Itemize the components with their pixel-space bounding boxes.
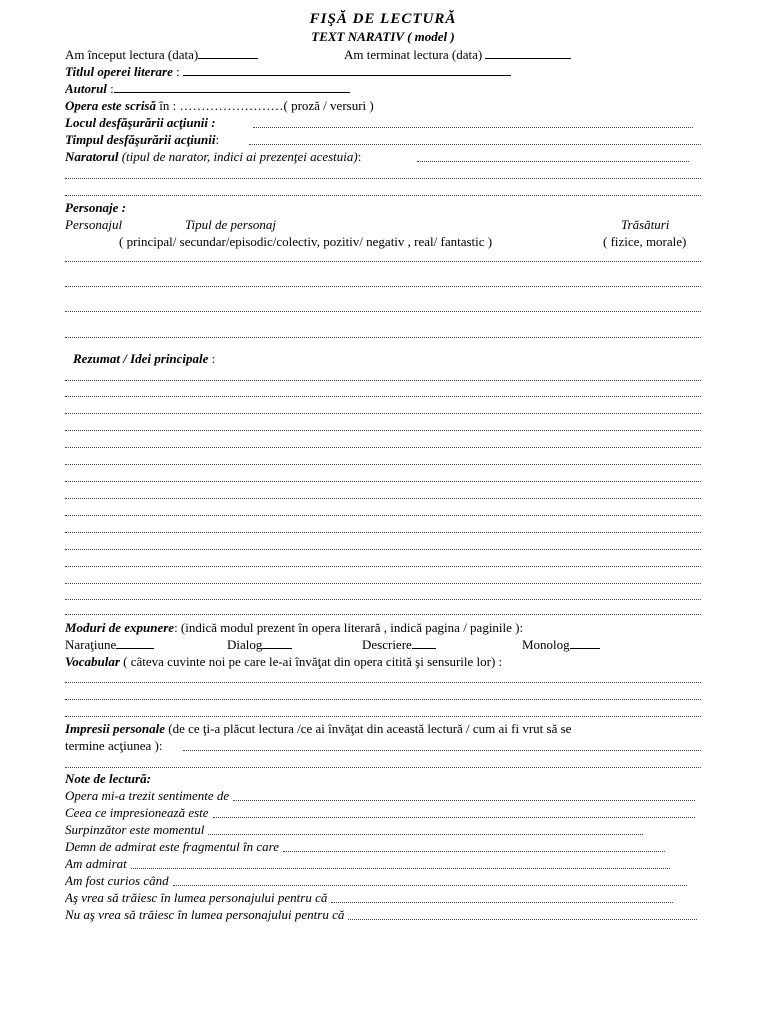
narrator-field[interactable] — [417, 160, 689, 162]
summary-line[interactable] — [65, 514, 701, 516]
col-type: Tipul de personaj — [185, 217, 277, 232]
note-field[interactable] — [173, 884, 687, 886]
note-field[interactable] — [283, 850, 665, 852]
summary-line[interactable] — [65, 548, 701, 550]
note-label: Am admirat — [65, 856, 127, 871]
end-date-field[interactable] — [485, 46, 571, 59]
page-subtitle: TEXT NARATIV ( model ) — [311, 29, 455, 44]
impressions-row2 — [65, 737, 701, 754]
traits-options: ( fizice, morale) — [603, 234, 687, 249]
type-options: ( principal/ secundar/episodic/colectiv, pozitiv/ negativ , real/ fantastic ) — [119, 234, 493, 249]
work-title-label: Titlul operei literare — [65, 64, 173, 79]
summary-line[interactable] — [65, 395, 701, 397]
note-field[interactable] — [213, 816, 695, 818]
note-item — [65, 787, 701, 804]
characters-columns — [65, 216, 701, 233]
vocabulary-line[interactable] — [65, 715, 701, 717]
note-item — [65, 872, 701, 889]
end-date-label: Am terminat lectura (data) — [343, 47, 483, 62]
impressions-field[interactable] — [183, 749, 701, 751]
summary-line[interactable] — [65, 446, 701, 448]
author-field[interactable] — [114, 80, 350, 93]
modes-heading: Moduri de expunere — [65, 620, 175, 635]
modes-hint: : (indică modul prezent în opera literară , indică pagina / paginile ): — [174, 620, 524, 635]
narrator-row: Naratorul (tipul de narator, indici ai prezenţei acestuia): — [65, 148, 701, 165]
written-row — [65, 97, 701, 114]
time-field[interactable] — [249, 143, 701, 145]
note-label: Aş vrea să trăiesc în lumea personajului pentru că — [65, 890, 328, 905]
start-date-label: Am început lectura (data) — [65, 47, 199, 62]
notes-heading: Note de lectură: — [65, 771, 151, 786]
note-label: Am fost curios când — [65, 873, 169, 888]
summary-row: Rezumat / Idei principale : — [73, 351, 216, 366]
characters-line[interactable] — [65, 310, 701, 312]
page-title: FIŞĂ DE LECTURĂ — [309, 11, 457, 27]
vocabulary-heading: Vocabular — [65, 654, 120, 669]
summary-line[interactable] — [65, 412, 701, 414]
note-item — [65, 889, 701, 906]
impressions-hint2: termine acţiunea ): — [65, 738, 163, 753]
summary-line[interactable] — [65, 429, 701, 431]
summary-line[interactable] — [65, 463, 701, 465]
written-label: Opera este scrisă — [65, 98, 156, 113]
mode-description: Descriere — [362, 636, 436, 653]
mode-dialog: Dialog — [227, 636, 292, 653]
mode-monologue: Monolog — [522, 636, 600, 653]
note-label: Surpinzător este momentul — [65, 822, 205, 837]
characters-heading: Personaje : — [65, 200, 127, 215]
place-label: Locul desfăşurării acţiunii : — [65, 115, 216, 130]
place-field[interactable] — [253, 126, 693, 128]
work-title-row: Titlul operei literare : — [65, 63, 701, 80]
note-field[interactable] — [348, 918, 697, 920]
note-label: Ceea ce impresionează este — [65, 805, 209, 820]
mode-narration: Naraţiune — [65, 636, 154, 653]
col-character: Personajul — [65, 217, 123, 232]
summary-line[interactable] — [65, 598, 701, 600]
impressions-line[interactable] — [65, 766, 701, 768]
written-options: ( proză / versuri ) — [283, 98, 374, 113]
note-item — [65, 838, 701, 855]
impressions-hint: (de ce ţi-a plăcut lectura /ce ai învăţat din această lectură / cum ai fi vrut să se — [165, 721, 572, 736]
dates-row — [65, 46, 701, 63]
modes-items — [65, 636, 701, 653]
vocabulary-row — [65, 653, 701, 670]
col-traits: Trăsături — [621, 217, 670, 232]
summary-line[interactable] — [65, 497, 701, 499]
written-dots[interactable]: …………………… — [179, 98, 284, 113]
narrator-hint: (tipul de narator, indici ai prezenţei acestuia) — [118, 149, 358, 164]
note-item — [65, 821, 701, 838]
note-label: Demn de admirat este fragmentul în care — [65, 839, 279, 854]
summary-line[interactable] — [65, 582, 701, 584]
summary-line[interactable] — [65, 613, 701, 615]
vocabulary-line[interactable] — [65, 681, 701, 683]
narrator-line[interactable] — [65, 194, 701, 196]
impressions-heading: Impresii personale — [65, 721, 166, 736]
narrator-line[interactable] — [65, 177, 701, 179]
author-row: Autorul : — [65, 80, 701, 97]
time-row: Timpul desfăşurării acţiunii: — [65, 131, 701, 148]
summary-line[interactable] — [65, 565, 701, 567]
author-label: Autorul — [65, 81, 107, 96]
note-item — [65, 804, 701, 821]
note-field[interactable] — [331, 901, 673, 903]
written-in: în : — [156, 98, 177, 113]
impressions-row — [65, 720, 701, 737]
characters-line[interactable] — [65, 285, 701, 287]
start-date-field[interactable] — [198, 46, 258, 59]
characters-line[interactable] — [65, 260, 701, 262]
summary-line[interactable] — [65, 480, 701, 482]
note-field[interactable] — [233, 799, 695, 801]
narrator-label: Naratorul — [65, 149, 119, 164]
characters-line[interactable] — [65, 336, 701, 338]
note-field[interactable] — [208, 833, 643, 835]
note-item — [65, 906, 701, 923]
vocabulary-line[interactable] — [65, 698, 701, 700]
vocabulary-hint: ( câteva cuvinte noi pe care le-ai învăţat din opera citită şi sensurile lor) : — [119, 654, 503, 669]
time-label: Timpul desfăşurării acţiunii — [65, 132, 216, 147]
note-field[interactable] — [131, 867, 670, 869]
summary-heading: Rezumat / Idei principale — [73, 351, 209, 366]
work-title-field[interactable] — [183, 63, 511, 76]
note-label: Opera mi-a trezit sentimente de — [65, 788, 230, 803]
characters-options — [65, 233, 701, 250]
modes-row — [65, 619, 701, 636]
note-item — [65, 855, 701, 872]
summary-line[interactable] — [65, 531, 701, 533]
summary-line[interactable] — [65, 379, 701, 381]
note-label: Nu aş vrea să trăiesc în lumea personajului pentru că — [65, 907, 345, 922]
place-row — [65, 114, 701, 131]
